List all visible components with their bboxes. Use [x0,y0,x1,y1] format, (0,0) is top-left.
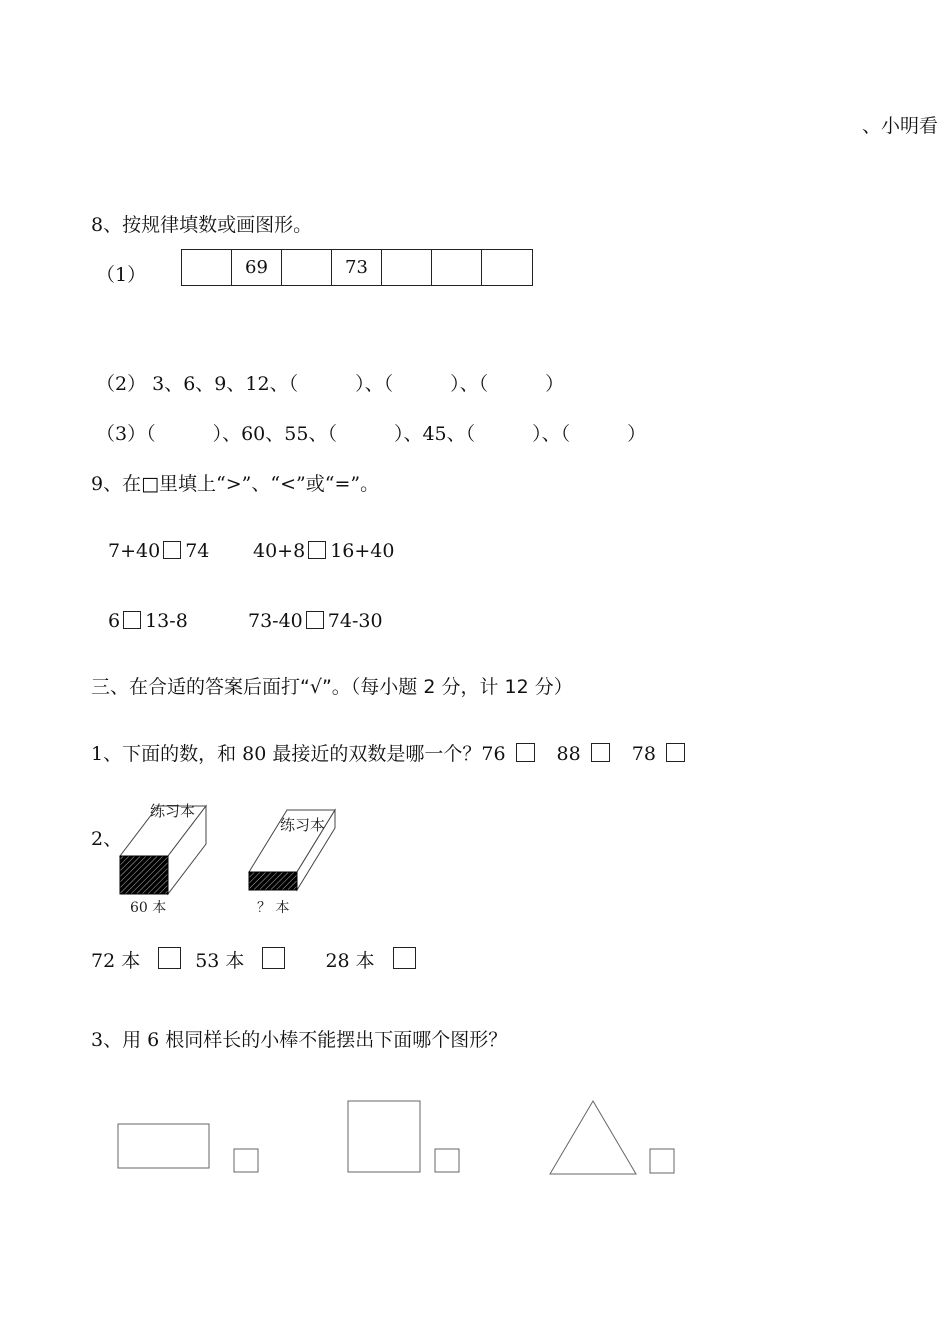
q8-part3: （3）（ ）、60、55、（ ）、45、（ ）、（ ） [96,423,647,445]
check-box[interactable] [435,1149,459,1172]
square-shape [348,1101,420,1172]
check-box[interactable] [666,743,685,762]
check-box[interactable] [650,1149,674,1173]
s3-q2-number: 2、 [91,828,123,850]
answer-box[interactable] [308,541,326,559]
sequence-cell[interactable] [482,250,532,285]
compare-right: 13-8 [145,610,188,632]
check-box[interactable] [516,743,535,762]
compare-right: 74 [185,540,210,562]
sequence-cell[interactable] [432,250,482,285]
s3-q1-text: 1、下面的数，和 80 最接近的双数是哪一个？ [91,743,482,765]
book-stack-illustration [110,790,370,920]
option-label: 53 本 [195,950,245,972]
book-count: ？ 本 [257,900,290,916]
q9-compare-4 [248,611,383,631]
check-box[interactable] [393,947,416,969]
q8-part2: （2） 3、6、9、12、（ ）、（ ）、（ ） [96,373,565,395]
section3-title: 三、在合适的答案后面打“√”。（每小题 2 分，计 12 分） [91,676,573,698]
q9-compare-3 [108,611,188,631]
option-label: 76 [481,743,506,765]
sequence-cell[interactable] [282,250,332,285]
book-label: 练习本 [150,802,196,820]
triangle-shape [550,1101,636,1174]
compare-left: 73-40 [248,610,303,632]
answer-box[interactable] [306,611,324,629]
book-label: 练习本 [280,816,326,834]
q9-compare-2 [253,541,394,561]
option-label: 88 [556,743,581,765]
compare-left: 7+40 [108,540,161,562]
q8-sequence-table [181,249,533,286]
rectangle-shape [118,1124,209,1168]
check-box[interactable] [158,947,181,969]
q9-title: 9、在□里填上“>”、“<”或“=”。 [91,473,380,495]
compare-left: 40+8 [253,540,306,562]
answer-box[interactable] [123,611,141,629]
q9-compare-1 [108,541,209,561]
top-fragment: 、小明看 [862,115,939,137]
s3-q2-options [91,947,416,971]
s3-q3-text: 3、用 6 根同样长的小棒不能摆出下面哪个图形？ [91,1029,508,1051]
shape-options [100,1090,800,1210]
s3-q1 [91,743,685,764]
book-stack-tall [120,802,206,916]
check-box[interactable] [591,743,610,762]
book-count: 60 本 [130,900,167,916]
sequence-cell: 73 [332,250,382,285]
compare-right: 74-30 [327,610,383,632]
option-label: 72 本 [91,950,141,972]
check-box[interactable] [234,1149,258,1172]
sequence-cell[interactable] [382,250,432,285]
option-label: 78 [631,743,656,765]
check-box[interactable] [262,947,285,969]
compare-right: 16+40 [330,540,395,562]
q8-title: 8、按规律填数或画图形。 [91,214,313,236]
compare-left: 6 [108,610,121,632]
sequence-cell: 69 [232,250,282,285]
option-label: 28 本 [325,950,375,972]
q8-part1-label: （1） [96,264,147,286]
book-stack-short [249,810,335,916]
sequence-cell[interactable] [182,250,232,285]
answer-box[interactable] [163,541,181,559]
